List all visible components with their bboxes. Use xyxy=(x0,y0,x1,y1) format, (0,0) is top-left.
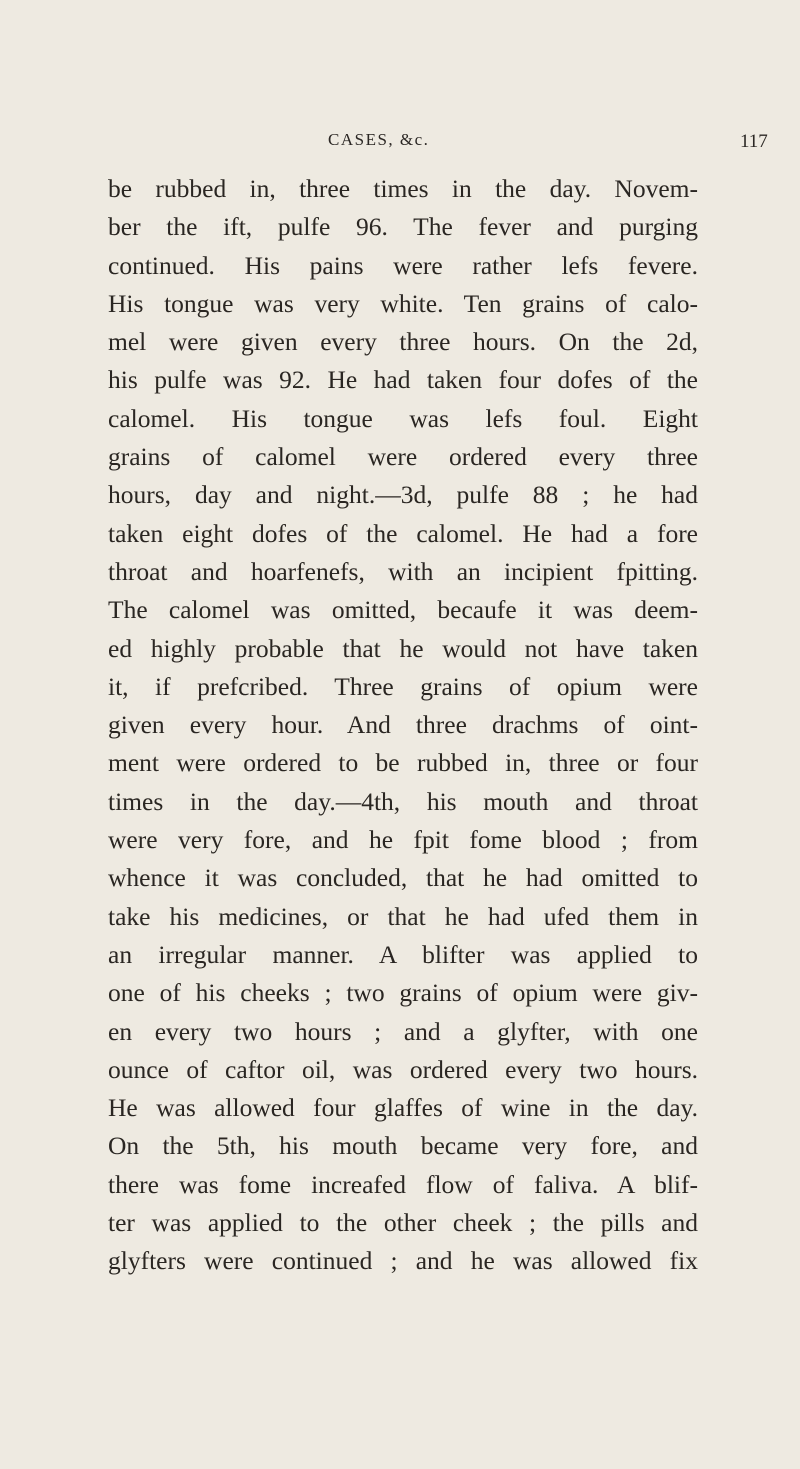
text-line: it, if prefcribed. Three grains of opium were xyxy=(108,671,698,701)
page-number: 117 xyxy=(740,131,768,152)
text-line: He was allowed four glaffes of wine in the day. xyxy=(108,1093,698,1123)
text-line: calomel. His tongue was lefs foul. Eight xyxy=(108,403,698,433)
text-line: His tongue was very white. Ten grains of calo- xyxy=(108,288,698,318)
text-line: whence it was concluded, that he had omitted to xyxy=(108,863,698,893)
text-line: ber the ift, pulfe 96. The fever and purging xyxy=(108,212,698,242)
text-line: one of his cheeks ; two grains of opium were giv- xyxy=(108,978,698,1008)
text-line: The calomel was omitted, becaufe it was deem- xyxy=(108,595,698,625)
text-line: throat and hoarfenefs, with an incipient fpitting. xyxy=(108,556,698,586)
text-line: en every two hours ; and a glyfter, with one xyxy=(108,1016,698,1046)
text-line: ter was applied to the other cheek ; the pills and xyxy=(108,1208,698,1238)
page-header xyxy=(0,130,800,160)
text-line: ounce of caftor oil, was ordered every two hours. xyxy=(108,1054,698,1084)
text-line: given every hour. And three drachms of oint- xyxy=(108,710,698,740)
body-text xyxy=(108,170,698,1281)
text-line: were very fore, and he fpit fome blood ; from xyxy=(108,825,698,855)
text-line: mel were given every three hours. On the 2d, xyxy=(108,327,698,357)
text-line: On the 5th, his mouth became very fore, and xyxy=(108,1131,698,1161)
text-line: ment were ordered to be rubbed in, three or four xyxy=(108,748,698,778)
text-line: times in the day.—4th, his mouth and throat xyxy=(108,786,698,816)
text-line: be rubbed in, three times in the day. Novem- xyxy=(108,174,698,203)
text-line: take his medicines, or that he had ufed them in xyxy=(108,901,698,931)
text-line: taken eight dofes of the calomel. He had a fore xyxy=(108,518,698,548)
text-line: continued. His pains were rather lefs fevere. xyxy=(108,250,698,280)
running-head: CASES, &c. xyxy=(328,130,430,149)
text-line: hours, day and night.—3d, pulfe 88 ; he had xyxy=(108,480,698,510)
text-line: glyfters were continued ; and he was allowed fix xyxy=(108,1246,698,1276)
text-line: grains of calomel were ordered every three xyxy=(108,442,698,472)
text-line: there was fome increafed flow of faliva. A blif- xyxy=(108,1169,698,1199)
text-line: his pulfe was 92. He had taken four dofes of the xyxy=(108,365,698,395)
text-line: an irregular manner. A blifter was applied to xyxy=(108,939,698,969)
text-line: ed highly probable that he would not have taken xyxy=(108,633,698,663)
